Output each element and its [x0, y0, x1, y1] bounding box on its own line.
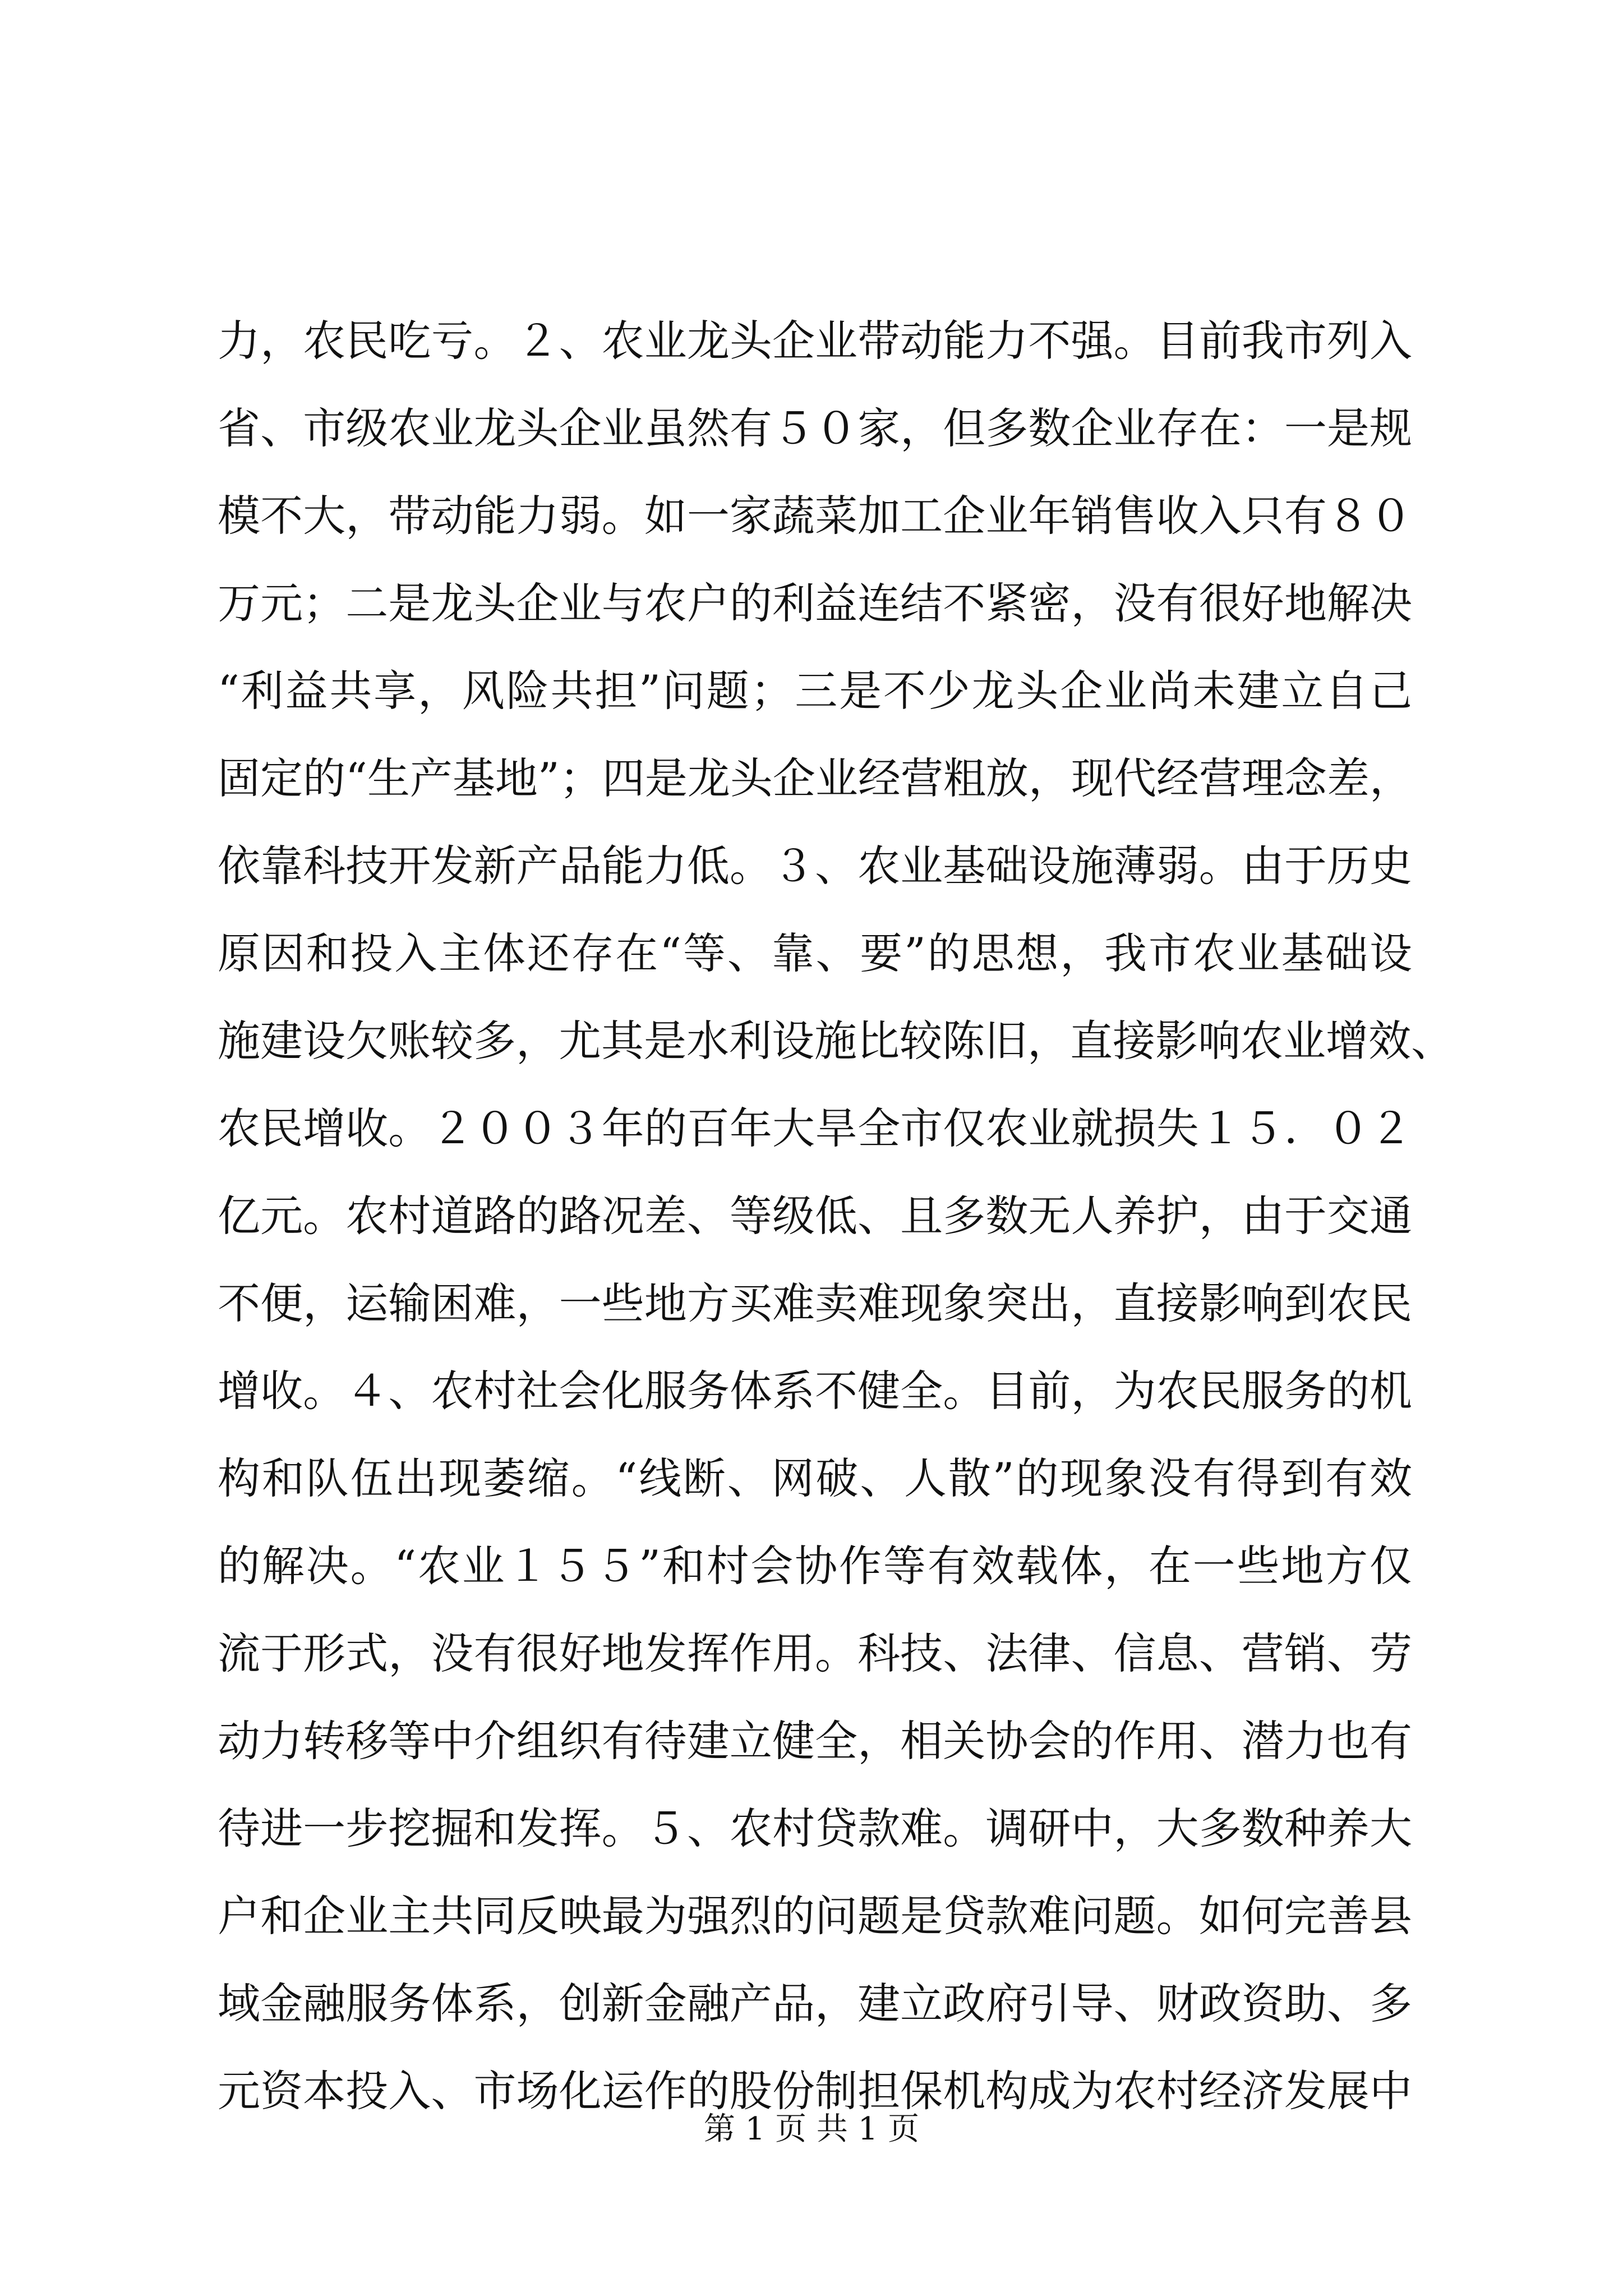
text-line-3: 模不大，带动能力弱。如一家蔬菜加工企业年销售收入只有８０	[218, 491, 1412, 541]
text-line-4: 万元；二是龙头企业与农户的利益连结不紧密，没有很好地解决	[218, 578, 1412, 628]
page-number-label: 第 1 页 共 1 页	[703, 2111, 920, 2147]
text-line-13: 增收。４、农村社会化服务体系不健全。目前，为农民服务的机	[218, 1366, 1412, 1416]
text-line-12: 不便，运输困难，一些地方买难卖难现象突出，直接影响到农民	[218, 1278, 1412, 1328]
text-line-6: 固定的“生产基地”；四是龙头企业经营粗放，现代经营理念差，	[218, 753, 1412, 803]
text-line-20: 域金融服务体系，创新金融产品，建立政府引导、财政资助、多	[218, 1978, 1412, 2028]
text-line-2: 省、市级农业龙头企业虽然有５０家，但多数企业存在：一是规	[218, 403, 1412, 453]
text-line-7: 依靠科技开发新产品能力低。３、农业基础设施薄弱。由于历史	[218, 841, 1412, 891]
page-footer	[0, 2107, 1623, 2152]
body-paragraph	[218, 297, 1454, 2135]
text-line-16: 流于形式，没有很好地发挥作用。科技、法律、信息、营销、劳	[218, 1628, 1412, 1678]
text-line-18: 待进一步挖掘和发挥。５、农村贷款难。调研中，大多数种养大	[218, 1803, 1412, 1853]
text-line-15: 的解决。“农业１５５”和村会协作等有效载体，在一些地方仅	[218, 1541, 1412, 1591]
text-line-11: 亿元。农村道路的路况差、等级低、且多数无人养护，由于交通	[218, 1191, 1412, 1241]
text-line-10: 农民增收。２００３年的百年大旱全市仅农业就损失１５．０２	[218, 1103, 1412, 1153]
text-line-17: 动力转移等中介组织有待建立健全，相关协会的作用、潜力也有	[218, 1716, 1412, 1766]
text-line-14: 构和队伍出现萎缩。“线断、网破、人散”的现象没有得到有效	[218, 1453, 1412, 1503]
text-line-19: 户和企业主共同反映最为强烈的问题是贷款难问题。如何完善县	[218, 1891, 1412, 1941]
text-line-5: “利益共享，风险共担”问题；三是不少龙头企业尚未建立自己	[218, 666, 1412, 716]
text-line-1: 力，农民吃亏。２、农业龙头企业带动能力不强。目前我市列入	[218, 316, 1412, 366]
text-line-21: 元资本投入、市场化运作的股份制担保机构成为农村经济发展中	[218, 2066, 1412, 2116]
text-line-8: 原因和投入主体还存在“等、靠、要”的思想，我市农业基础设	[218, 928, 1412, 978]
text-line-9: 施建设欠账较多，尤其是水利设施比较陈旧，直接影响农业增效、	[218, 1016, 1454, 1066]
